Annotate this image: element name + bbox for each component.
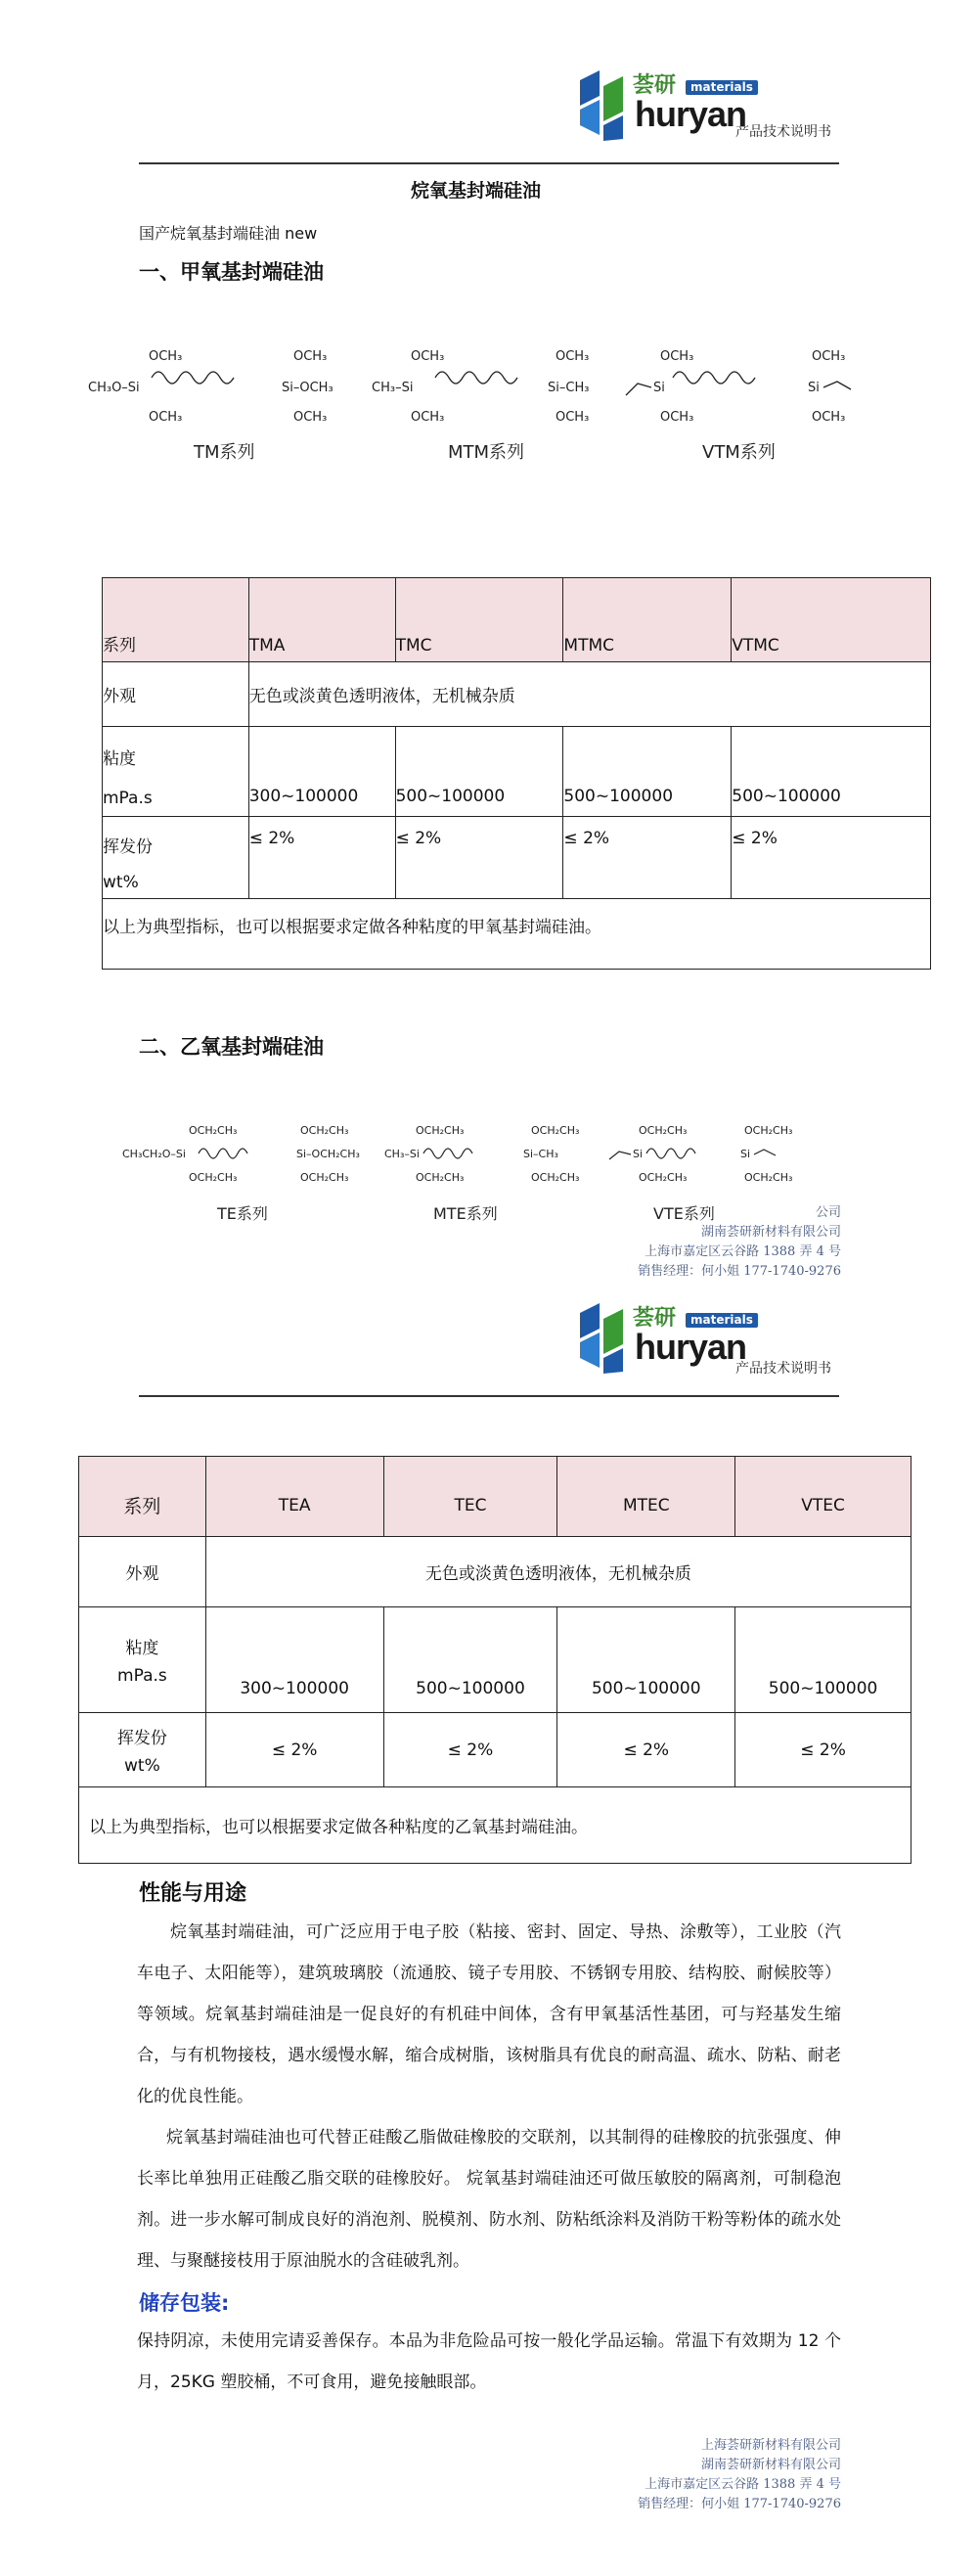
logo-en-text: huryan bbox=[635, 94, 747, 134]
table-cell: ≤ 2% bbox=[383, 1713, 557, 1787]
chem-oc2h5: OCH₂CH₃ bbox=[744, 1124, 793, 1137]
chem-si: Si bbox=[633, 1148, 644, 1160]
table-header-cell: 系列 bbox=[103, 578, 249, 662]
chem-oc2h5: OCH₂CH₃ bbox=[531, 1124, 580, 1137]
storage-heading: 储存包装: bbox=[139, 2291, 230, 2315]
table-row bbox=[103, 727, 931, 817]
table-cell: 500~100000 bbox=[732, 727, 931, 817]
table-cell: ≤ 2% bbox=[205, 1713, 383, 1787]
chem-ch3o-si: CH₃O–Si bbox=[88, 381, 140, 395]
table-cell: ≤ 2% bbox=[248, 817, 395, 899]
company-line: 销售经理：何小姐 177-1740-9276 bbox=[638, 2497, 841, 2511]
table-row bbox=[79, 1537, 911, 1607]
subtitle: 国产烷氧基封端硅油 new bbox=[139, 224, 318, 243]
header-rule bbox=[139, 1395, 839, 1397]
table-cell: ≤ 2% bbox=[557, 1713, 735, 1787]
storage-paragraph: 保持阴凉，未使用完请妥善保存。本品为非危险品可按一般化学品运输。常温下有效期为 12 个月，25KG 塑胶桶，不可食用，避免接触眼部。 bbox=[137, 2331, 841, 2392]
chem-oc2h5: OCH₂CH₃ bbox=[416, 1171, 465, 1184]
page-title: 烷氧基封端硅油 bbox=[411, 180, 542, 202]
properties-paragraph-2: 烷氧基封端硅油也可代替正硅酸乙脂做硅橡胶的交联剂，以其制得的硅橡胶的抗张强度、伸长率比单独用正硅酸乙脂交联的硅橡胶好。 烷氧基封端硅油还可做压敏胶的隔离剂，可制稳泡剂。进一步水解可制成良好的消泡剂、脱模剂、防水剂、防粘纸涂料及消防干粉等粉体的疏水处理、与聚醚接枝用于原油脱水的含硅破乳剂。 bbox=[137, 2128, 841, 2271]
logo-mark-icon bbox=[572, 67, 631, 145]
ethoxy-structures bbox=[122, 1120, 826, 1198]
chem-si: Si bbox=[740, 1148, 751, 1160]
row-label-line: mPa.s bbox=[103, 789, 153, 808]
chem-oc2h5: OCH₂CH₃ bbox=[639, 1171, 688, 1184]
properties-heading: 性能与用途 bbox=[139, 1881, 247, 1906]
table-row bbox=[103, 662, 931, 727]
section2-heading: 二、乙氧基封端硅油 bbox=[139, 1035, 324, 1059]
chem-och3: OCH₃ bbox=[293, 410, 328, 425]
company-line: 湖南荟研新材料有限公司 bbox=[700, 1225, 841, 1240]
header-rule bbox=[139, 162, 839, 164]
structure-label-vte: VTE系列 bbox=[653, 1204, 715, 1223]
table-note: 以上为典型指标，也可以根据要求定做各种粘度的乙氧基封端硅油。 bbox=[79, 1787, 911, 1864]
table-cell: 300~100000 bbox=[205, 1607, 383, 1713]
table-row bbox=[103, 899, 931, 970]
table-row bbox=[79, 1713, 911, 1787]
table-cell: 500~100000 bbox=[557, 1607, 735, 1713]
chem-och3: OCH₃ bbox=[149, 349, 183, 364]
table-header-cell: MTMC bbox=[563, 578, 732, 662]
table-header-cell: 系列 bbox=[79, 1457, 206, 1537]
row-label-line: wt% bbox=[124, 1756, 160, 1776]
chem-oc2h5: OCH₂CH₃ bbox=[416, 1124, 465, 1137]
table-header-cell: TMA bbox=[248, 578, 395, 662]
row-label: 外观 bbox=[103, 662, 249, 727]
table-cell: 无色或淡黄色透明液体，无机械杂质 bbox=[205, 1537, 911, 1607]
logo-badge: materials bbox=[686, 80, 758, 95]
row-label-line: 粘度 bbox=[125, 1639, 159, 1658]
chem-och3: OCH₃ bbox=[149, 410, 183, 425]
table-cell: 无色或淡黄色透明液体，无机械杂质 bbox=[248, 662, 930, 727]
table-header-cell: TEA bbox=[205, 1457, 383, 1537]
doc-label: 产品技术说明书 bbox=[735, 124, 831, 140]
chem-och3: OCH₃ bbox=[411, 410, 445, 425]
logo-badge: materials bbox=[686, 1313, 758, 1328]
logo-cn-text: 荟研 bbox=[633, 1306, 677, 1331]
chem-och3: OCH₃ bbox=[556, 410, 590, 425]
table-cell: ≤ 2% bbox=[395, 817, 563, 899]
chem-och3: OCH₃ bbox=[556, 349, 590, 364]
company-info-1 bbox=[638, 1203, 841, 1282]
company-line: 销售经理：何小姐 177-1740-9276 bbox=[638, 1264, 841, 1279]
methoxy-spec-table bbox=[102, 577, 931, 970]
row-label-line: 挥发份 bbox=[103, 837, 153, 857]
chem-och3: OCH₃ bbox=[660, 410, 694, 425]
row-label-line: 粘度 bbox=[103, 749, 136, 769]
structure-label-tm: TM系列 bbox=[194, 442, 255, 463]
table-cell: 500~100000 bbox=[395, 727, 563, 817]
chem-oc2h5: OCH₂CH₃ bbox=[189, 1171, 238, 1184]
table-cell: 500~100000 bbox=[563, 727, 732, 817]
table-cell: ≤ 2% bbox=[563, 817, 732, 899]
table-row bbox=[79, 1787, 911, 1864]
chem-oc2h5: OCH₂CH₃ bbox=[300, 1124, 349, 1137]
table-header-cell: VTEC bbox=[735, 1457, 911, 1537]
chem-si: Si bbox=[653, 381, 665, 395]
doc-label: 产品技术说明书 bbox=[735, 1361, 831, 1377]
chem-och3: OCH₃ bbox=[812, 410, 846, 425]
table-header-row bbox=[79, 1457, 911, 1537]
row-label bbox=[79, 1607, 206, 1713]
table-cell: ≤ 2% bbox=[732, 817, 931, 899]
chem-si-oc2h5: Si–OCH₂CH₃ bbox=[296, 1148, 360, 1160]
company-line: 上海市嘉定区云谷路 1388 弄 4 号 bbox=[645, 1244, 841, 1259]
logo-mark-icon bbox=[572, 1299, 631, 1378]
chem-left-te: CH₃CH₂O–Si bbox=[122, 1148, 186, 1160]
chem-och3: OCH₃ bbox=[411, 349, 445, 364]
company-line: 上海市嘉定区云谷路 1388 弄 4 号 bbox=[645, 2477, 841, 2492]
structure-label-mte: MTE系列 bbox=[433, 1204, 498, 1223]
structure-label-vtm: VTM系列 bbox=[702, 442, 776, 463]
row-label bbox=[79, 1713, 206, 1787]
row-label bbox=[103, 727, 249, 817]
company-line: 上海荟研新材料有限公司 bbox=[700, 2438, 841, 2453]
company-line: 公司 bbox=[815, 1205, 841, 1220]
company-line: 湖南荟研新材料有限公司 bbox=[700, 2458, 841, 2472]
table-header-cell: MTEC bbox=[557, 1457, 735, 1537]
properties-paragraph-1: 烷氧基封端硅油，可广泛应用于电子胶（粘接、密封、固定、导热、涂敷等），工业胶（汽车电子、太阳能等），建筑玻璃胶（流通胶、镜子专用胶、不锈钢专用胶、结构胶、耐候胶等）等领域。烷氧基封端硅油是一促良好的有机硅中间体，含有甲氧基活性基团，可与羟基发生缩合，与有机物接枝，遇水缓慢水解，缩合成树脂，该树脂具有优良的耐高温、疏水、防粘、耐老化的优良性能。 bbox=[137, 1922, 841, 2106]
logo-cn-text: 荟研 bbox=[633, 73, 677, 98]
chem-och3: OCH₃ bbox=[660, 349, 694, 364]
ethoxy-spec-table bbox=[78, 1456, 911, 1864]
row-label-line: 挥发份 bbox=[116, 1729, 167, 1748]
chem-si-ch3: Si–CH₃ bbox=[548, 381, 590, 395]
logo-en-text: huryan bbox=[635, 1327, 747, 1367]
row-label-line: mPa.s bbox=[117, 1666, 167, 1686]
table-header-row bbox=[103, 578, 931, 662]
table-header-cell: TMC bbox=[395, 578, 563, 662]
table-cell: ≤ 2% bbox=[735, 1713, 911, 1787]
row-label: 外观 bbox=[79, 1537, 206, 1607]
chem-oc2h5: OCH₂CH₃ bbox=[189, 1124, 238, 1137]
row-label bbox=[103, 817, 249, 899]
structure-label-mtm: MTM系列 bbox=[448, 442, 525, 463]
table-header-cell: VTMC bbox=[732, 578, 931, 662]
chem-si: Si bbox=[808, 381, 820, 395]
structure-label-te: TE系列 bbox=[217, 1204, 268, 1223]
table-row bbox=[79, 1607, 911, 1713]
chem-si-ch3: Si–CH₃ bbox=[523, 1148, 558, 1160]
company-info-2 bbox=[638, 2436, 841, 2514]
table-cell: 500~100000 bbox=[383, 1607, 557, 1713]
chem-ch3-si: CH₃–Si bbox=[384, 1148, 420, 1160]
chem-och3: OCH₃ bbox=[293, 349, 328, 364]
chem-oc2h5: OCH₂CH₃ bbox=[531, 1171, 580, 1184]
chem-oc2h5: OCH₂CH₃ bbox=[639, 1124, 688, 1137]
table-cell: 500~100000 bbox=[735, 1607, 911, 1713]
table-note: 以上为典型指标，也可以根据要求定做各种粘度的甲氧基封端硅油。 bbox=[103, 899, 931, 970]
table-cell: 300~100000 bbox=[248, 727, 395, 817]
row-label-line: wt% bbox=[103, 873, 139, 892]
chem-oc2h5: OCH₂CH₃ bbox=[744, 1171, 793, 1184]
chem-ch3-si: CH₃–Si bbox=[372, 381, 414, 395]
chem-si-och3: Si–OCH₃ bbox=[282, 381, 333, 395]
table-header-cell: TEC bbox=[383, 1457, 557, 1537]
methoxy-structures bbox=[88, 342, 890, 430]
chem-oc2h5: OCH₂CH₃ bbox=[300, 1171, 349, 1184]
chem-och3: OCH₃ bbox=[812, 349, 846, 364]
table-row bbox=[103, 817, 931, 899]
section1-heading: 一、甲氧基封端硅油 bbox=[139, 260, 324, 284]
